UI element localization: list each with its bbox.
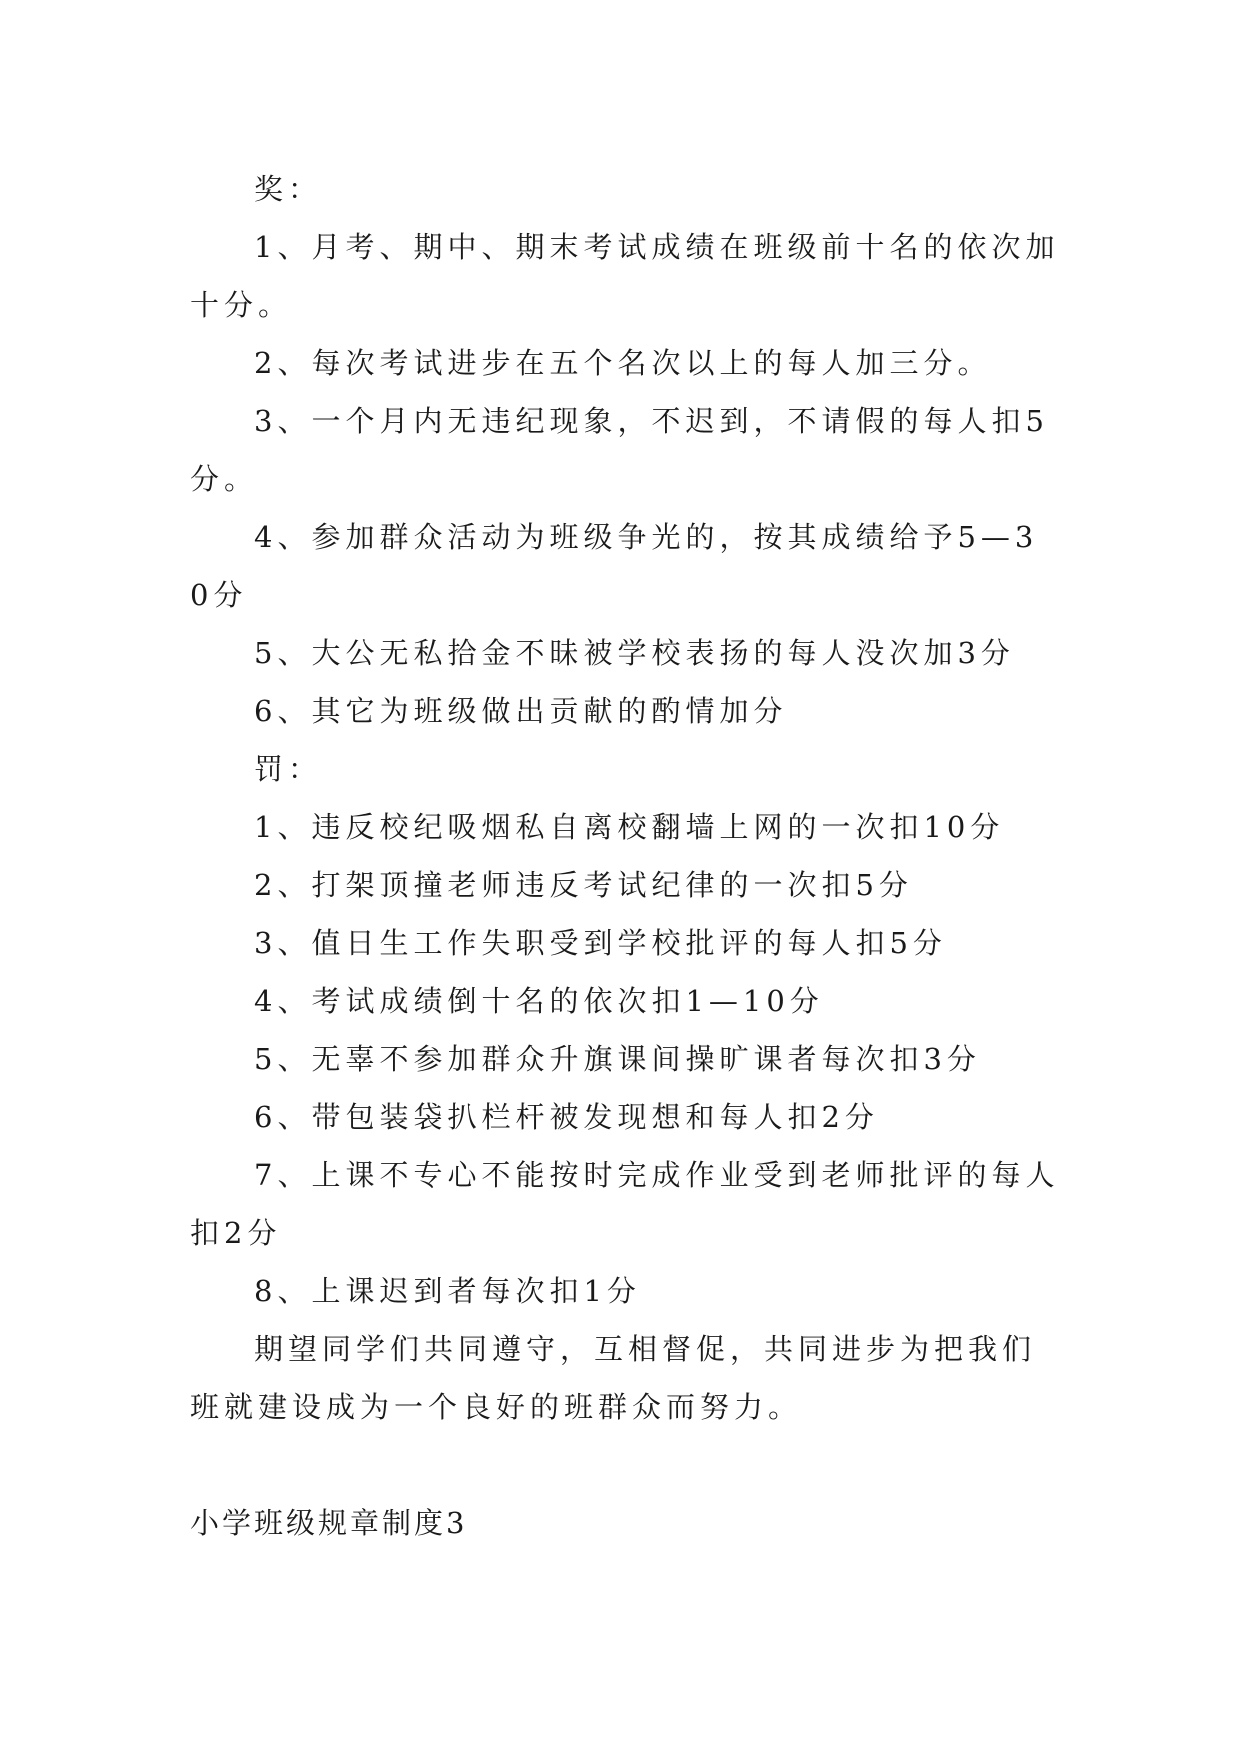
- paragraph-penalty-2: 2、打架顶撞老师违反考试纪律的一次扣5分: [254, 868, 913, 902]
- paragraph-penalty-3: 3、值日生工作失职受到学校批评的每人扣5分: [254, 926, 947, 960]
- paragraph-reward-3: 3、一个月内无违纪现象，不迟到，不请假的每人扣5分。: [190, 404, 1049, 496]
- section-heading: 小学班级规章制度3: [190, 1506, 468, 1540]
- paragraph-penalty-1: 1、违反校纪吸烟私自离校翻墙上网的一次扣10分: [254, 810, 1005, 844]
- paragraph-penalty-6: 6、带包装袋扒栏杆被发现想和每人扣2分: [254, 1100, 879, 1134]
- paragraph-closing: 期望同学们共同遵守，互相督促，共同进步为把我们班就建设成为一个良好的班群众而努力。: [190, 1332, 1037, 1424]
- paragraph-reward-4: 4、参加群众活动为班级争光的，按其成绩给予5—30分: [190, 520, 1039, 612]
- paragraph-penalty-5: 5、无辜不参加群众升旗课间操旷课者每次扣3分: [254, 1042, 981, 1076]
- paragraph-reward-heading: 奖：: [254, 172, 323, 206]
- paragraph-reward-1: 1、月考、期中、期末考试成绩在班级前十名的依次加十分。: [190, 230, 1060, 322]
- paragraph-penalty-heading: 罚：: [254, 752, 323, 786]
- document-body: [190, 160, 1060, 1552]
- section-spacer: [190, 1436, 1060, 1494]
- paragraph-reward-5: 5、大公无私拾金不昧被学校表扬的每人没次加3分: [254, 636, 1015, 670]
- paragraph-penalty-4: 4、考试成绩倒十名的依次扣1—10分: [254, 984, 824, 1018]
- paragraph-reward-2: 2、每次考试进步在五个名次以上的每人加三分。: [254, 346, 992, 380]
- paragraph-reward-6: 6、其它为班级做出贡献的酌情加分: [254, 694, 788, 728]
- paragraph-penalty-7: 7、上课不专心不能按时完成作业受到老师批评的每人扣2分: [190, 1158, 1060, 1250]
- paragraph-penalty-8: 8、上课迟到者每次扣1分: [254, 1274, 641, 1308]
